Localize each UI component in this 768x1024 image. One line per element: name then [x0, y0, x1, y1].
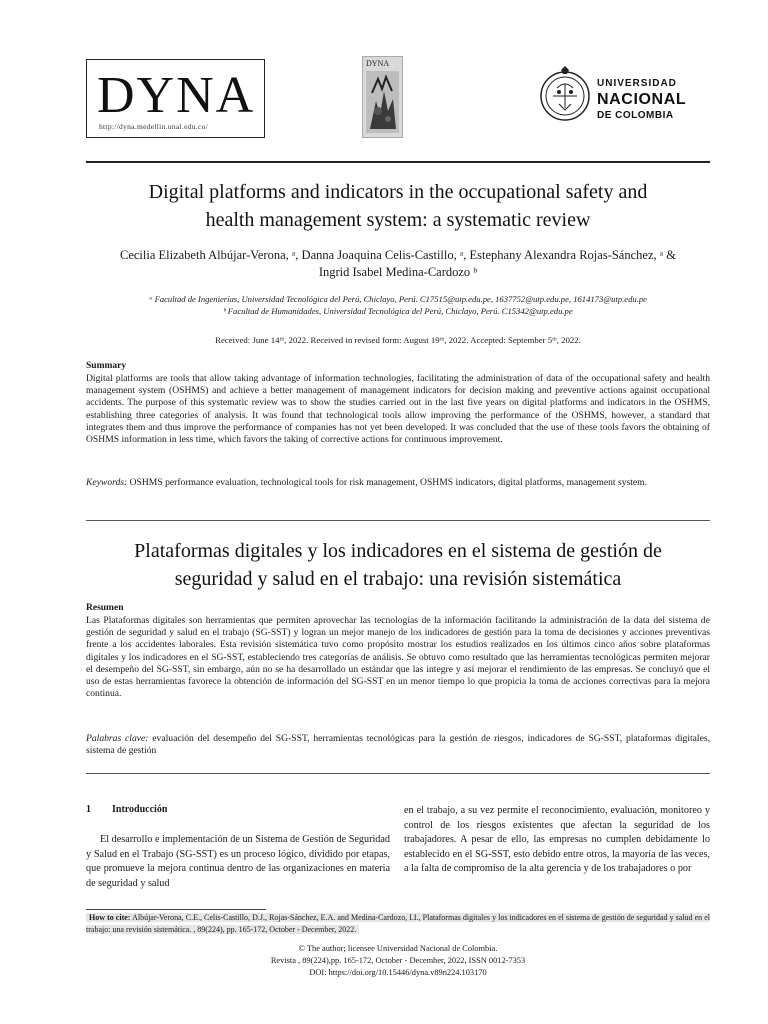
affiliation-b: ᵇ Facultad de Humanidades, Universidad Tecnológica del Perú, Chiclayo, Perú. C15342@utp.edu.pe	[223, 306, 573, 316]
how-to-cite	[86, 912, 710, 936]
keywords	[86, 477, 710, 489]
doi-line[interactable]: DOI: https://doi.org/10.15446/dyna.v89n224.103170	[309, 968, 487, 977]
journal-logo	[86, 59, 265, 138]
how-to-cite-text: Albújar-Verona, C.E., Celis-Castillo, D.J., Rojas-Sánchez, E.A. and Medina-Cardozo, I.I., Plataformas digitales y los indicadores en el sistema de gestión de seguridad y salud en el trabajo: una revisión sistemática. , 89(224), pp. 165-172, October - December, 2022.	[86, 913, 710, 934]
university-crest-icon	[539, 66, 591, 124]
summary-heading: Summary	[86, 361, 127, 371]
intro-title: Introducción	[112, 804, 168, 815]
keywords-text: OSHMS performance evaluation, technological tools for risk management, OSHMS indicators, digital platforms, management system.	[127, 477, 648, 488]
affiliations	[86, 293, 710, 317]
palabras-clave	[86, 733, 710, 757]
university-line3: DE COLOMBIA	[597, 110, 674, 121]
university-name	[597, 79, 686, 121]
title-en-line2: health management system: a systematic review	[205, 209, 591, 231]
intro-heading	[86, 804, 167, 815]
palabras-text: evaluación del desempeño del SG-SST, herramientas tecnológicas para la gestión de riesgos, indicadores de SG-SST, plataformas digitales, sistema de gestión	[86, 733, 710, 757]
authors-line2: Ingrid Isabel Medina-Cardozo ᵇ	[318, 265, 478, 279]
title-es-line1: Plataformas digitales y los indicadores en el sistema de gestión de	[134, 540, 662, 562]
journal-logo-word: DYNA	[97, 67, 256, 124]
footnote-rule	[86, 909, 266, 910]
resumen-text: Las Plataformas digitales son herramientas que permiten aprovechar las tecnologías de la información facilitando la administración de la data del sistema de gestión de seguridad y salud en el trabajo (SG-SST) y logran un mejor manejo de los indicadores de gestión para la toma de decisiones y acciones preventivas frente a los accidentes laborales. Esta revisión sistemática tuvo como propósito mostrar los estudios realizados en los últimos cinco años sobre plataformas digitales y los indicadores en el SG-SST, estableciendo tres categorías de análisis. Se obtuvo como resultado que las herramientas tecnológicas permiten mejorar el desempeño del SG-SST, sin embargo, aún no se ha desarrollado un estándar que las integre y así mejorar el rendimiento de las empresas. Se concluyó que el uso de estas herramientas favorece la obtención de información del SG-SST en un menor tiempo lo que propicia la toma de acciones correctivas para la mejora continua.	[86, 615, 710, 700]
license-line: © The author; licensee Universidad Nacional de Colombia.	[298, 944, 498, 953]
title-en-line1: Digital platforms and indicators in the occupational safety and	[148, 181, 648, 203]
how-to-cite-label: How to cite:	[89, 913, 131, 922]
section-rule	[86, 520, 710, 521]
revista-line: Revista , 89(224),pp. 165-172, October - December, 2022, ISSN 0012-7353	[270, 956, 526, 965]
article-title-es	[86, 537, 710, 593]
authors-line1: Cecilia Elizabeth Albújar-Verona, ᵃ, Danna Joaquina Celis-Castillo, ᵃ, Estephany Alexandra Rojas-Sánchez, ᵃ &	[119, 248, 677, 262]
header-rule	[86, 161, 710, 163]
intro-left-column: El desarrollo e implementación de un Sistema de Gestión de Seguridad y Salud en el Trabajo (SG-SST) es un proceso lógico, dividido por etapas, que promueve la mejora continua dentro de las organizaciones en materia de seguridad y salud	[86, 834, 390, 889]
received-dates: Received: June 14ᵗʰ, 2022. Received in revised form: August 19ᵗʰ, 2022. Accepted: September 5ᵗʰ, 2022.	[215, 335, 581, 345]
journal-url[interactable]: http://dyna.medellin.unal.edu.co/	[99, 122, 209, 131]
cover-title: DYNA	[366, 59, 390, 68]
keywords-label: Keywords:	[86, 477, 128, 488]
authors	[86, 247, 710, 281]
intro-right-column: en el trabajo, a su vez permite el reconocimiento, evaluación, monitoreo y control de los riesgos existentes que afectan la seguridad de los trabajadores. A pesar de ello, las empresas no cumplen debidamente lo establecido en el SG-SST, esto debido entre otros, la mayoría de las veces, a la falta de compromiso de la alta gerencia y de los trabajadores o por	[404, 805, 710, 874]
section-rule-2	[86, 773, 710, 774]
resumen-heading: Resumen	[86, 603, 124, 613]
title-es-line2: seguridad y salud en el trabajo: una revisión sistemática	[174, 568, 622, 590]
university-line2: NACIONAL	[597, 91, 687, 108]
university-line1: UNIVERSIDAD	[597, 78, 677, 89]
article-title-en	[86, 178, 710, 234]
cover-photo	[366, 71, 399, 133]
palabras-label: Palabras clave:	[86, 733, 149, 744]
affiliation-a: ᵃ Facultad de Ingenierías, Universidad Tecnológica del Perú, Chiclayo, Perú. C17515@utp.edu.pe, 1637752@utp.edu.pe, 1614173@utp.edu.pe	[149, 294, 647, 304]
journal-cover-image	[362, 56, 403, 138]
intro-number: 1	[86, 804, 91, 815]
summary-text: Digital platforms are tools that allow taking advantage of information technologies, facilitating the administration of data of the occupational safety and health management system (OSHMS) and achieve a better management of management indicators for decision making and preventive actions against occupational accidents. The purpose of this systematic review was to show the studies carried out in the last five years on digital platforms and indicators in the OSHMS, establishing three categories of analysis. It was found that technological tools allow improving the performance of the OSHMS, however, a standard that integrates them and thus improve the performance of companies has not yet been developed. It was concluded that the use of these tools favors the obtaining of OSHMS information in less time, which favors the taking of corrective actions for continuous improvement.	[86, 373, 710, 446]
